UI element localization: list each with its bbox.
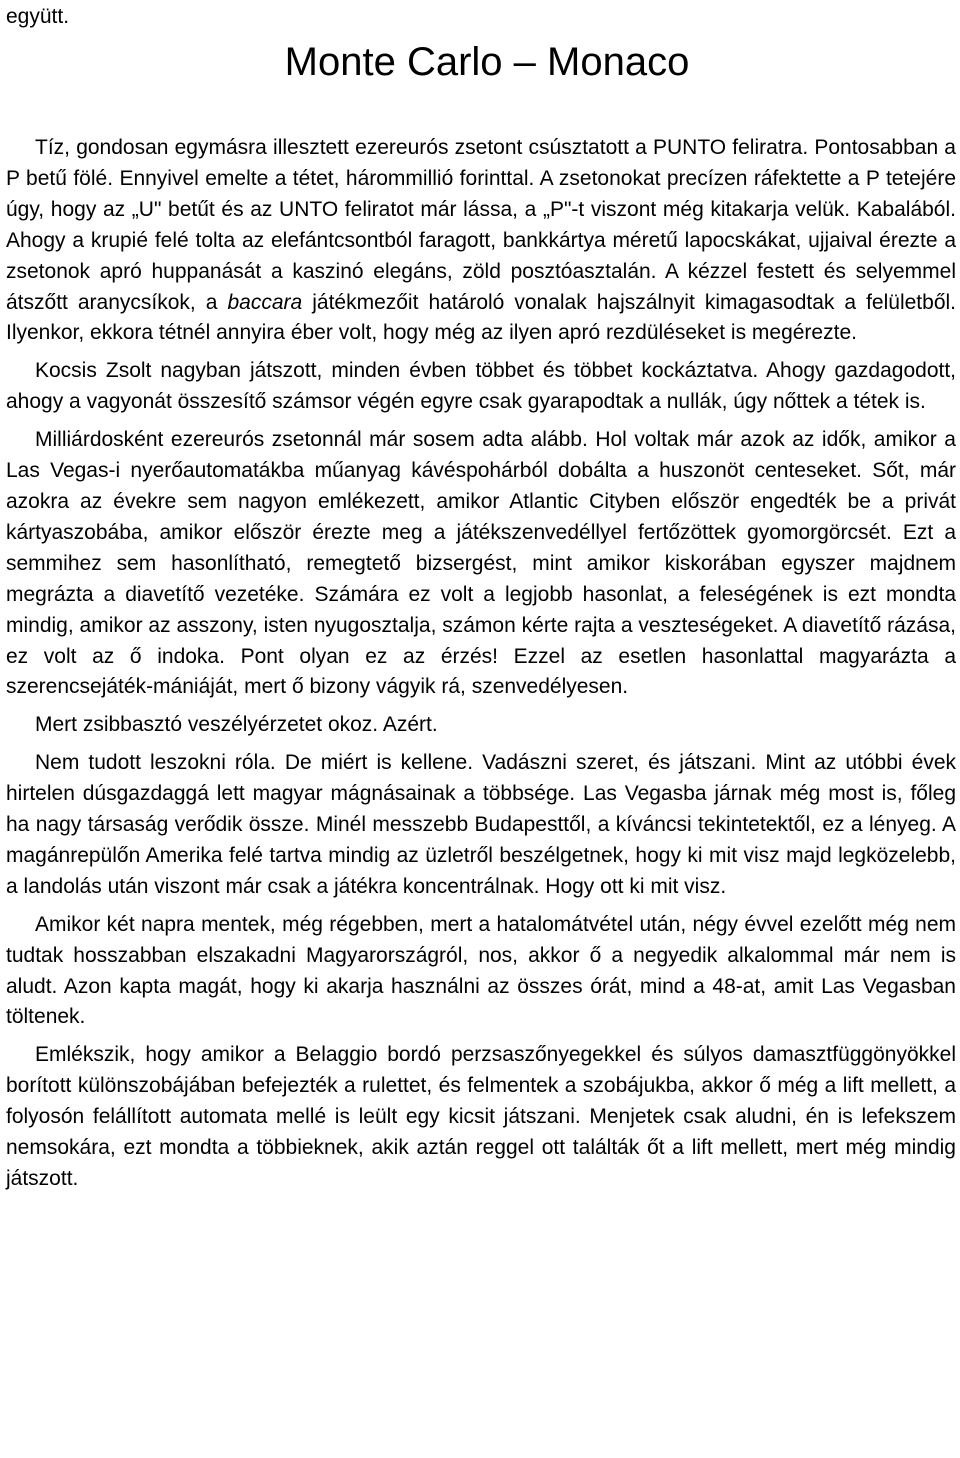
paragraph-5: Nem tudott leszokni róla. De miért is kellene. Vadászni szeret, és játszani. Mint az utóbbi évek hirtelen dúsgazdaggá lett magyar mágnásainak a többsége. Las Vegasba járnak még most is, főleg ha nagy társaság verődik össze. Minél messzebb Budapesttől, a kíváncsi tekintetektől, ez a lényeg. A magánrepülőn Amerika felé tartva mindig az üzletről beszélgetnek, hogy ki mit visz majd legközelebb, a landolás után viszont már csak a játékra koncentrálnak. Hogy ott ki mit visz. <box>6 751 956 898</box>
chapter-body <box>6 133 956 1195</box>
paragraph-1-text-b: játékmezőit határoló vonalak hajszálnyit kimagasodtak a felületből. Ilyenkor, ekkora tétnél annyira éber volt, hogy még az ilyen apró rezdüléseket is megérezte. <box>6 290 956 345</box>
paragraph-3: Milliárdosként ezereurós zsetonnál már sosem adta alább. Hol voltak már azok az idők, amikor a Las Vegas-i nyerőautomatákba műanyag kávéspohárból dobálta a huszonöt centeseket. Sőt, már azokra az évekre sem nagyon emlékezett, amikor Atlantic Cityben először engedték be a privát kártyaszobába, amikor először érezte meg a játékszenvedéllyel fertőzöttek gyomorgörcsét. Ezt a semmihez sem hasonlítható, remegtető bizsergést, mint amikor kiskorában egyszer majdnem megrázta a diavetítő vezetéke. Számára ez volt a legjobb hasonlat, a feleségének is ezt mondta mindig, amikor az asszony, isten nyugosztalja, számon kérte rajta a veszteségeket. A diavetítő rázása, ez volt az ő indoka. Pont olyan ez az érzés! Ezzel az esetlen hasonlattal magyarázta a szerencsejáték-mániáját, mert ő bizony vágyik rá, szenvedélyesen. <box>6 428 956 699</box>
document-page <box>6 0 956 1195</box>
paragraph-7: Emlékszik, hogy amikor a Belaggio bordó perzsaszőnyegekkel és súlyos damasztfüggönyökkel borított különszobájában befejezték a rulettet, és felmentek a szobájukba, akkor ő még a lift mellett, a folyosón felállított automata mellé is leült egy kicsit játszani. Menjetek csak aludni, én is lefekszem nemsokára, ezt mondta a többieknek, akik aztán reggel ott találták őt a lift mellett, mert még mindig játszott. <box>6 1043 956 1190</box>
paragraph-6: Amikor két napra mentek, még régebben, mert a hatalomátvétel után, négy évvel ezelőtt még nem tudtak hosszabban elszakadni Magyarországról, nos, akkor ő a negyedik alkalommal már nem is aludt. Azon kapta magát, hogy ki akarja használni az összes órát, mind a 48-at, amit Las Vegasban töltenek. <box>6 912 956 1029</box>
chapter-title: Monte Carlo – Monaco <box>284 40 690 84</box>
paragraph-4: Mert zsibbasztó veszélyérzetet okoz. Azért. <box>35 713 438 737</box>
previous-page-fragment: együtt. <box>6 5 70 28</box>
paragraph-1-text-a: Tíz, gondosan egymásra illesztett ezereurós zsetont csúsztatott a PUNTO feliratra. Pontosabban a P betű fölé. Ennyivel emelte a tétet, hárommillió forinttal. A zsetonokat precízen ráfektette a P tetejére úgy, hogy az „U" betűt és az UNTO feliratot már lássa, a „P"-t viszont még kitakarja velük. Kabalából. Ahogy a krupié felé tolta az elefántcsontból faragott, bankkártya méretű lapocskákat, ujjaival érezte a zsetonok apró huppanását a kaszinó elegáns, zöld posztóasztalán. A kézzel festett és selyemmel átszőtt aranycsíkok, a <box>6 136 956 314</box>
paragraph-2: Kocsis Zsolt nagyban játszott, minden évben többet és többet kockáztatva. Ahogy gazdagodott, ahogy a vagyonát összesítő számsor végén egyre csak gyarapodtak a nullák, úgy nőttek a tétek is. <box>6 359 956 414</box>
paragraph-1 <box>6 133 956 349</box>
paragraph-1-italic-baccara: baccara <box>227 290 303 314</box>
